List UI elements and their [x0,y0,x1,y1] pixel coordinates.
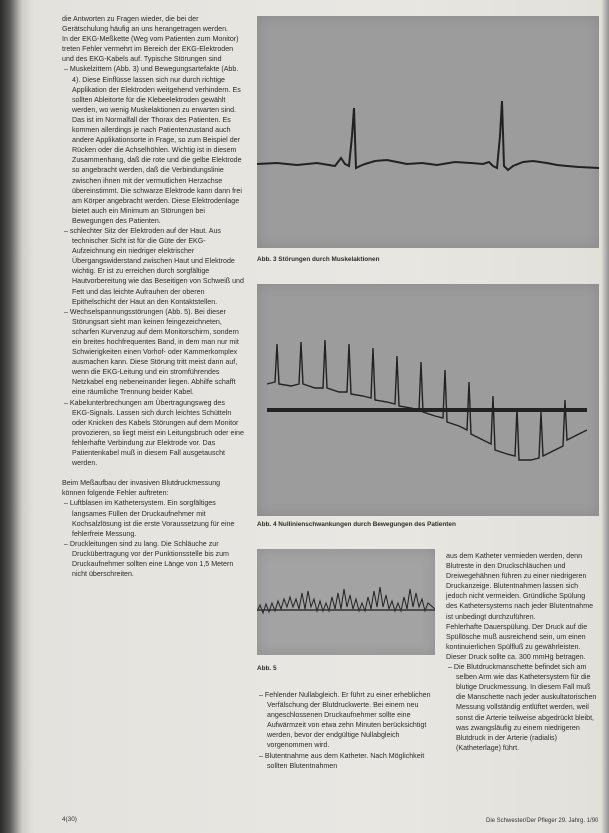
middle-text-column [257,690,433,771]
list-item-cuff: – Die Blutdruckmanschette befindet sich am selben Arm wie das Kathetersystem für die blutige Druckmessung. In diesem Fall muß die Manschette nach jeder auskultatorischen Messung vollständig entlüftet werden, weil sonst die Arterie teilweise abgedrückt bleibt, was zwangsläufig zu einem niedrigeren Blutdruck in der Arterie (radialis) (Katheterlage) führt. [448,663,597,752]
left-text-column [62,14,244,579]
paragraph-ekg-chain: In der EKG-Meßkette (Weg vom Patienten zum Monitor) treten Fehler vermehrt im Bereich der EKG-Elektroden und des EKG-Kabels auf. Typische Störungen sind [62,35,239,64]
ecg-trace-baseline [257,284,599,516]
right-text-column [446,551,598,753]
page-number: 4(30) [62,816,77,823]
ecg-trace-muscle [257,16,599,248]
figure-5-caption [257,665,377,673]
figure-3-ecg-muscle [257,16,599,248]
list-item-air-bubbles: – Luftblasen im Kathetersystem. Ein sorgfältiges langsames Füllen der Druckaufnehmer mit Kochsalzlösung ist die erste Voraussetzung für eine fehlerfreie Messung. [64,499,235,538]
paragraph-flush: Fehlerhafte Dauerspülung. Der Druck auf die Spüllösche muß ausreichend sein, um einen kontinuierlichen Spülfluß zu gewährleisten. Dieser Druck sollte ca. 300 mmHg betragen. [446,622,588,661]
paragraph-intro: die Antworten zu Fragen wieder, die bei der Gerätschulung häufig an uns herangetragen werden. [62,15,229,34]
figure-4-caption-text: Abb. 4 Nullinienschwankungen durch Bewegungen des Patienten [257,521,456,528]
list-item-electrode-fit: – schlechter Sitz der Elektroden auf der Haut. Aus technischer Sicht ist für die Güte der EKG-Aufzeichnung ein niedriger elektrischer Übergangswiderstand zwischen Haut und Elektrode wichtig. Er ist zu erreichen durch sorgfältige Hautvorbereitung wie das Beseitigen von Schweiß und Fett und das leichte Aufrauhen der oberen Epithelschicht der Haut an den Kontaktstellen. [64,226,244,306]
figure-5-caption-text: Abb. 5 [257,665,277,672]
paragraph-catheter-blood: aus dem Katheter vermieden werden, denn Blutreste in den Druckschläuchen und Dreiwegehähnen führen zu einer niedrigeren Druckanzeige. Blutentnahmen lassen sich jedoch nicht vermeiden. Gründliche Spülung des Kathetersystems nach jeder Blutentnahme ist unbedingt durchzuführen. [446,552,594,621]
figure-5-ecg-ac [257,549,435,655]
list-item-cable-break: – Kabelunterbrechungen am Übertragungsweg des EKG-Signals. Lassen sich durch leichtes Schütteln oder Knicken des Kabels Störungen auf dem Monitor provozieren, so liegt meist ein Leitungsbruch oder eine fehlerhafte Verbindung zur Elektrode vor. Das Patientenkabel muß in diesem Fall ausgetauscht werden. [64,398,244,468]
list-item-blood-sampling: – Blutentnahme aus dem Katheter. Nach Möglichkeit sollten Blutentnahmen [259,751,425,770]
list-item-ac-interference: – Wechselspannungsstörungen (Abb. 5). Bei dieser Störungsart sieht man keinen feingezeichneten, scharfen Kurvenzug auf dem Monitorschirm, sondern ein breites hochfrequentes Band, in dem man nur mit Schwierigkeiten einen Vorhof- oder Kammerkomplex ausmachen kann. Diese Störung tritt meist dann auf, wenn die EKG-Leitung und ein stromführendes Netzkabel eng nebeneinander liegen. Abhilfe schafft eine räumliche Trennung beider Kabel. [64,307,239,397]
figure-3-caption [257,256,587,264]
paragraph-invasive-bp: Beim Meßaufbau der invasiven Blutdruckmessung können folgende Fehler auftreten: [62,479,221,498]
list-item-muscle: – Muskelzittern (Abb. 3) und Bewegungsartefakte (Abb. 4). Diese Einflüsse lassen sich nur durch richtige Applikation der Elektroden weitgehend verhindern. Es sollten Ableitorte für die Klebeelektroden gewählt werden, wo wenig Muskelaktionen zu erwarten sind. Das ist im Normalfall der Thorax des Patienten. Es kommen allerdings je nach Patientenzustand auch andere Applikationsorte in Frage, so zum Beispiel der Rücken oder die Achselhöhlen. Wichtig ist in diesem Zusammenhang, daß die rote und die gelbe Elektrode so angebracht werden, daß die Verbindungslinie zwischen ihnen mit der vermutlichen Herzachse übereinstimmt. Die schwarze Elektrode kann dann frei am Körper angebracht werden. Diese Elektrodenlage bietet auch ein Minimum an Störungen bei Bewegungen des Patienten. [64,65,242,225]
figure-4-caption [257,521,597,529]
figure-4-ecg-baseline [257,284,599,516]
list-item-long-lines: – Druckleitungen sind zu lang. Die Schläuche zur Druckübertragung vor der Punktionsstelle bis zum Druckaufnehmer sollten eine Länge von 1,5 Metern nicht überschreiten. [64,539,234,579]
ecg-trace-ac-interference [257,549,435,655]
list-item-zero-balance: – Fehlender Nullabgleich. Er führt zu einer erheblichen Verfälschung der Blutdruckwerte. Bei einem neu angeschlossenen Druckaufnehmer sollte eine Aufwärmzeit von etwa zehn Minuten berücksichtigt werden, bevor der endgültige Nullabgleich vorgenommen wird. [259,691,431,750]
journal-footer: Die Schwester/Der Pfleger 29. Jahrg. 1/90 [486,818,599,824]
figure-3-caption-text: Abb. 3 Störungen durch Muskelaktionen [257,256,380,263]
page-edge-shadow [601,0,609,833]
